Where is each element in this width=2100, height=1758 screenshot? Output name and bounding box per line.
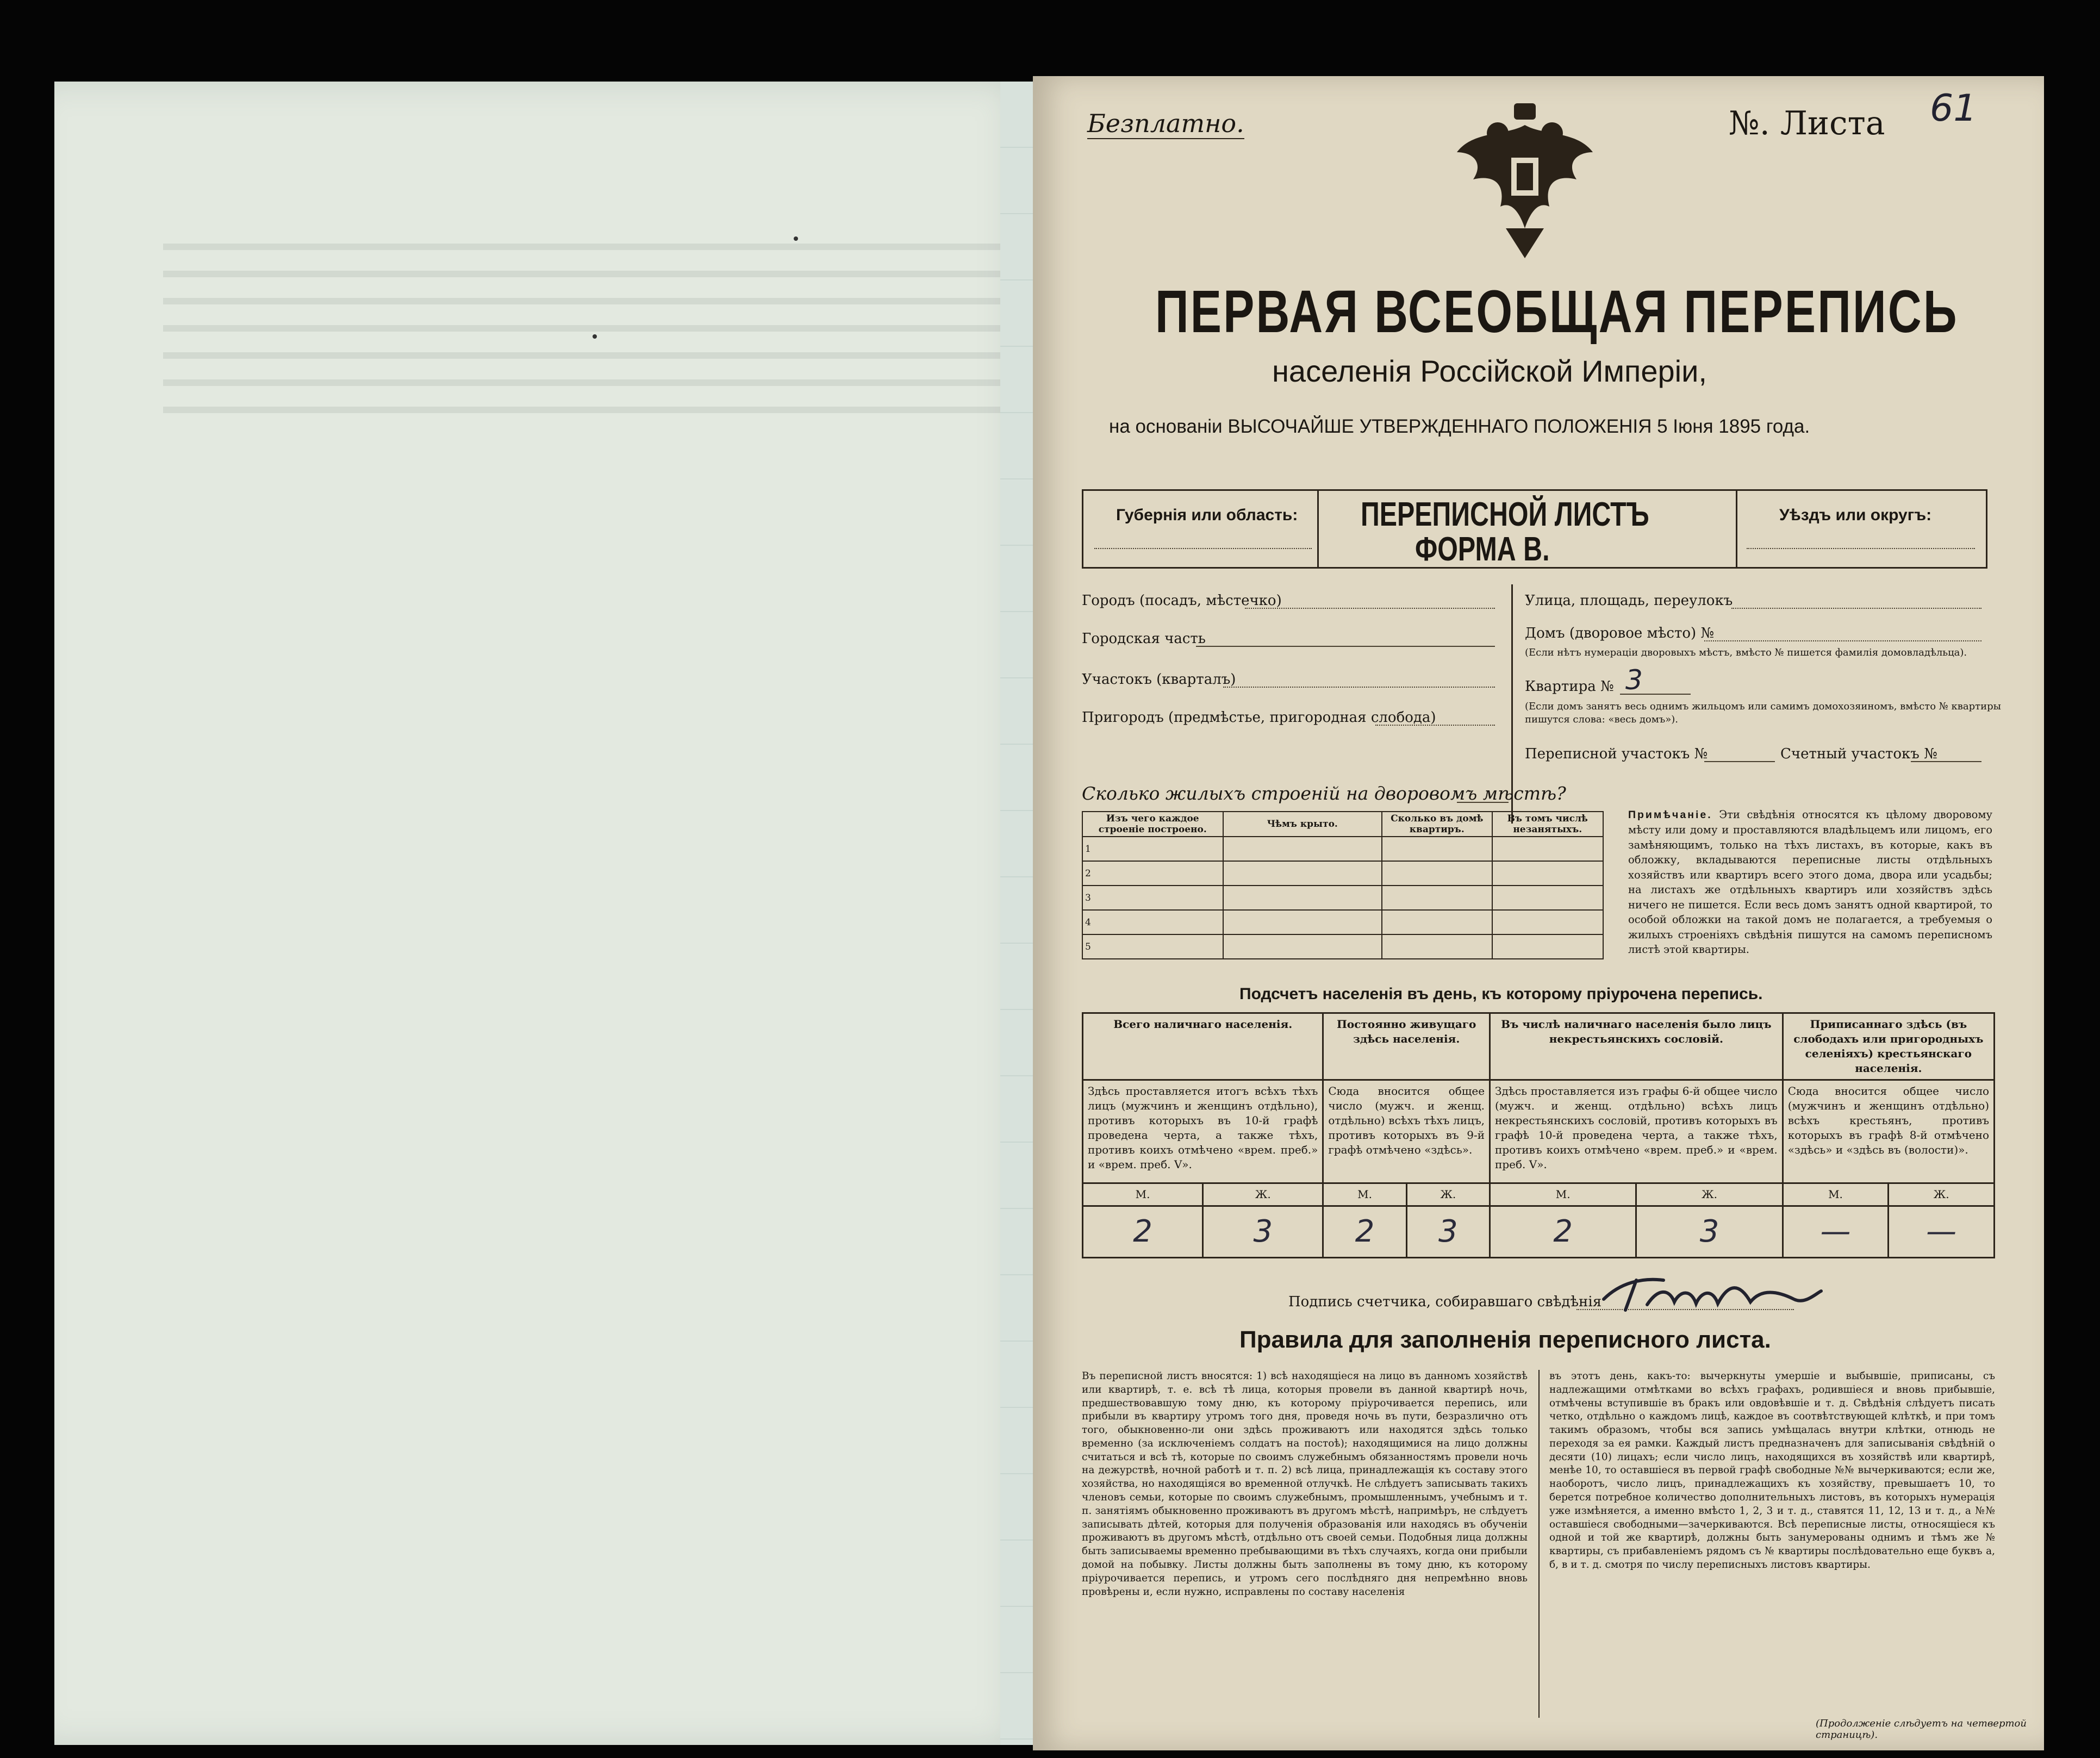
binding-strip [1000, 82, 1033, 1745]
free-label: Безплатно. [1087, 109, 1244, 138]
double-headed-eagle-icon [1451, 103, 1598, 261]
kvartira-field[interactable] [1620, 694, 1691, 695]
rules-right-column: въ этотъ день, какъ-то: вычеркнуты умершіе и выбывшіе, приписаны, съ надлежащими отмѣтками во всѣхъ графахъ, родившіеся и вновь прибывшіе, отмѣчены вступившіе въ бракъ или овдовѣвшіе и т. д. Свѣдѣнія слѣдуетъ писать четко, отдѣльно о каждомъ лицѣ, каждое въ соотвѣтствующей клѣткѣ, и при томъ такимъ образомъ, чтобы вся запись умѣщалась внутри клѣтки, отнюдь не переходя за ея рамки. Каждый листъ предназначенъ для записыванія свѣдѣній о десяти (10) лицахъ; если число лицъ, находящихся въ хозяйствѣ или квартирѣ, менѣе 10, то оставшіеся въ первой графѣ свободные №№ вычеркиваются; если же, наоборотъ, число лицъ, принадлежащихъ къ хозяйству, превышаетъ 10, то берется потребное количество дополнительныхъ листовъ, въ которыхъ нумерація уже измѣняется, а именно вмѣсто 1, 2, 3 и т. д., ставятся 11, 12, 13 и т. д., а №№ оставшіеся свободными—зачеркиваются. Всѣ переписные листы, относящіеся къ одной и той же квартирѣ, должны быть занумерованы однимъ и тѣмъ же № квартиры, съ прибавленіемъ рядомъ съ № квартиры послѣдовательно еще буквъ а, б, в и т. д. смотря по числу переписныхъ листовъ квартиры. [1549, 1370, 1995, 1570]
sheet-number-label: №. Листа [1729, 104, 1885, 142]
buildings-table [1082, 811, 1604, 959]
population-count-table: Всего наличнаго населенія. Постоянно живущаго здѣсь населенія. Въ числѣ наличнаго населенія было лицъ некрестьянскихъ сословій. Приписаннаго здѣсь (въ слободахъ или пригородныхъ селеніяхъ) крестьянскаго населенія. Здѣсь проставляется итогъ всѣхъ тѣхъ лицъ (мужчинъ и женщинъ отдѣльно), противъ которыхъ въ 10-й графѣ проведена черта, а также тѣхъ, противъ коихъ отмѣчено «врем. преб.» и «врем. преб. V». Сюда вносится общее число (мужч. и женщ. отдѣльно) всѣхъ тѣхъ лицъ, противъ которыхъ въ 9-й графѣ отмѣчено «здѣсь». Здѣсь проставляется изъ графы 6-й общее число (мужч. и женщ. отдѣльно) всѣхъ лицъ некрестьянскихъ сословій, противъ которыхъ въ графѣ 10-й проведена черта, а также тѣхъ, противъ коихъ отмѣчено «врем. преб.» и «врем. преб. V». Сюда вносится общее число (мужчинъ и женщинъ отдѣльно) всѣхъ крестьянъ, противъ которыхъ въ графѣ 8-й отмѣчено «здѣсь» и «здѣсь въ (волости)». М. Ж. М. Ж. М. Ж. М. Ж. 2 3 2 3 2 3 — — [1082, 1012, 1995, 1258]
form-subtitle: ФОРМА В. [1415, 531, 1550, 568]
table-row[interactable]: 2 [1082, 861, 1603, 886]
buildings-count-field[interactable] [1457, 802, 1509, 803]
table-row[interactable]: 4 [1082, 910, 1603, 934]
perepisnoi-field[interactable] [1704, 761, 1775, 762]
uchastok-field[interactable] [1223, 687, 1495, 688]
count-present-m[interactable]: 2 [1083, 1206, 1203, 1258]
count-permanent-f[interactable]: 3 [1406, 1206, 1490, 1258]
uchastok-label: Участокъ (кварталъ) [1082, 671, 1236, 688]
gorod-label: Городъ (посадъ, мѣстечко) [1082, 593, 1282, 609]
ulitsa-field[interactable] [1731, 608, 1981, 609]
buildings-question: Сколько жилыхъ строеній на дворовомъ мѣстѣ? [1082, 783, 1566, 804]
buildings-col-apartments: Сколько въ домѣ квартиръ. [1382, 812, 1492, 837]
uezd-label: Уѣздъ или округъ: [1779, 506, 1932, 524]
main-title: ПЕРВАЯ ВСЕОБЩАЯ ПЕРЕПИСЬ [1155, 278, 1959, 345]
count-col-present: Всего наличнаго населенія. [1083, 1013, 1323, 1080]
count-title: Подсчетъ населенія въ день, къ которому пріурочена перепись. [1239, 985, 1763, 1003]
schetnyi-field[interactable] [1911, 761, 1981, 762]
form-title: ПЕРЕПИСНОЙ ЛИСТЪ [1361, 496, 1649, 533]
kvartira-note: (Если домъ занятъ весь однимъ жильцомъ или самимъ домохозяиномъ, вмѣсто № квартиры пишутся слова: «весь домъ»). [1525, 701, 2001, 726]
table-row[interactable]: 3 [1082, 886, 1603, 910]
dom-field[interactable] [1704, 640, 1981, 641]
buildings-note: Примѣчаніе. Эти свѣдѣнія относятся къ цѣлому дворовому мѣсту или дому и проставляются владѣльцемъ или лицомъ, его замѣняющимъ, только на тѣхъ листахъ, въ которые, какъ въ обложку, вкладываются переписные листы отдѣльныхъ хозяйствъ или квартиръ всего этого дома, двора или усадьбы; на листахъ же отдѣльныхъ квартиръ или хозяйствъ здѣсь ничего не пишется. Если весь домъ занятъ одной квартирой, то особой обложки на такой домъ не полагается, а требуемыя о жилыхъ строеніяхъ свѣдѣнія пишутся на самомъ переписномъ листѣ этой квартиры. [1628, 808, 1993, 956]
gorod-field[interactable] [1245, 608, 1495, 609]
count-col-non-peasant: Въ числѣ наличнаго населенія было лицъ некрестьянскихъ сословій. [1490, 1013, 1783, 1080]
perepisnoi-label: Переписной участокъ № [1525, 746, 1708, 762]
legal-basis: на основаніи ВЫСОЧАЙШЕ УТВЕРЖДЕННАГО ПОЛОЖЕНІЯ 5 Іюня 1895 года. [1109, 416, 1810, 437]
rules-title: Правила для заполненія переписного листа. [1239, 1326, 1771, 1353]
kvartira-label: Квартира № [1525, 678, 1614, 695]
prigorod-field[interactable] [1375, 725, 1495, 726]
chast-field[interactable] [1196, 646, 1495, 647]
kvartira-value: 3 [1625, 664, 1643, 696]
schetnyi-label: Счетный участокъ № [1780, 746, 1937, 762]
bleed-through-table [163, 223, 1060, 451]
form-header-box [1082, 489, 1987, 569]
gubernia-field[interactable] [1094, 548, 1312, 549]
dom-label: Домъ (дворовое мѣсто) № [1525, 625, 1715, 641]
ink-speck [794, 236, 798, 241]
signature-label: Подпись счетчика, собиравшаго свѣдѣнія [1288, 1294, 1602, 1310]
chast-label: Городская часть [1082, 631, 1206, 647]
location-fields-right [1525, 593, 2009, 821]
table-row[interactable]: 1 [1082, 837, 1603, 861]
count-peasant-f[interactable]: — [1889, 1206, 1995, 1258]
rules-continuation: (Продолженіе слѣдуетъ на четвертой страницѣ). [1816, 1718, 2027, 1741]
count-permanent-m[interactable]: 2 [1323, 1206, 1406, 1258]
census-form-page [1033, 76, 2044, 1750]
count-peasant-m[interactable]: — [1783, 1206, 1889, 1258]
rules-left-column: Въ переписной листъ вносятся: 1) всѣ находящіеся на лицо въ данномъ хозяйствѣ или квартирѣ, т. е. всѣ тѣ лица, которыя провели въ данной квартирѣ ночь, предшествовавшую тому дню, къ которому пріурочивается перепись, или прибыли въ квартиру утромъ того дня, проведя ночь въ пути, безразлично отъ того, обыкновенно-ли они здѣсь проживаютъ или находятся здѣсь только временно (за исключеніемъ солдатъ на постоѣ); находящимися на лицо должны считаться и всѣ тѣ, которые по своимъ служебнымъ обязанностямъ провели ночь на дежурствѣ, ночной работѣ и т. п. 2) всѣ лица, принадлежащія къ составу этого хозяйства, но находящіяся во временной отлучкѣ. Не слѣдуетъ записывать такихъ членовъ семьи, которые по своимъ служебнымъ, промышленнымъ, учебнымъ и т. п. занятіямъ обыкновенно проживаютъ въ другомъ мѣстѣ, напримѣръ, не слѣдуетъ записывать дѣтей, которыя для полученія образованія или находясь въ обученіи проживаютъ въ другомъ мѣстѣ, отдѣльно отъ своей семьи. Подобныя лица должны быть записываемы временно пребывающими въ тѣхъ случаяхъ, когда они прибыли домой на побывку. Листы должны быть заполнены въ тому дню, къ которому пріурочивается перепись, и утромъ сего послѣдняго дня непремѣнно вновь провѣрены и, если нужно, исправлены по составу населенія [1082, 1370, 1528, 1598]
ulitsa-label: Улица, площадь, переулокъ [1525, 593, 1733, 609]
count-present-f[interactable]: 3 [1203, 1206, 1323, 1258]
count-col-peasant: Приписаннаго здѣсь (въ слободахъ или пригородныхъ селеніяхъ) крестьянскаго населенія. [1783, 1013, 1994, 1080]
ink-speck [593, 334, 597, 339]
dom-note: (Если нѣтъ нумераціи дворовыхъ мѣстъ, вмѣсто № пишется фамилія домовладѣльца). [1525, 647, 1967, 658]
table-row[interactable]: 5 [1082, 934, 1603, 959]
count-non-peasant-m[interactable]: 2 [1490, 1206, 1636, 1258]
buildings-col-material: Изъ чего каждое строеніе построено. [1082, 812, 1223, 837]
uezd-field[interactable] [1747, 548, 1975, 549]
count-non-peasant-f[interactable]: 3 [1636, 1206, 1783, 1258]
prigorod-label: Пригородъ (предмѣстье, пригородная слобода) [1082, 709, 1436, 726]
buildings-col-roof: Чѣмъ крыто. [1223, 812, 1382, 837]
gubernia-label: Губернія или область: [1116, 506, 1298, 524]
left-blank-page [54, 82, 1033, 1745]
enumerator-signature-icon [1598, 1261, 1827, 1321]
buildings-col-vacant: Въ томъ числѣ незанятыхъ. [1492, 812, 1603, 837]
count-col-permanent: Постоянно живущаго здѣсь населенія. [1323, 1013, 1490, 1080]
sheet-number-value: 61 [1930, 87, 1977, 130]
subtitle: населенія Россійской Имперіи, [1272, 354, 1707, 388]
location-fields-left [1082, 593, 1500, 810]
